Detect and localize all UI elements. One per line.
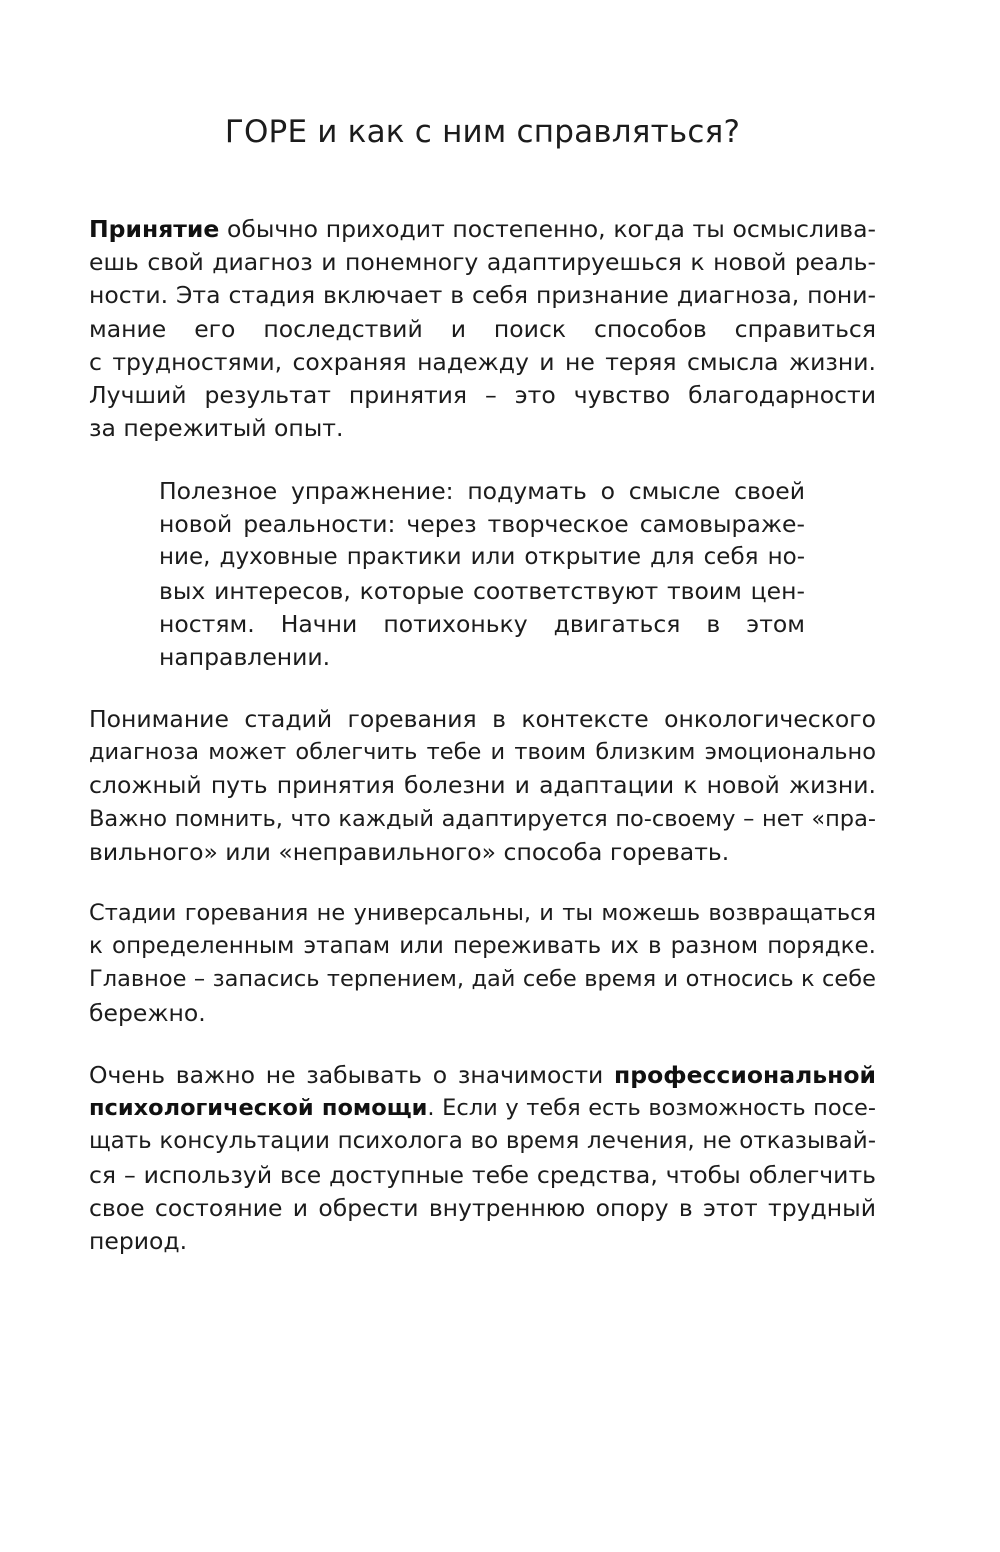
- exercise-line: направлении.: [159, 643, 331, 672]
- paragraph-line: период.: [89, 1227, 188, 1256]
- paragraph-line: с трудностями, сохраняя надежду и не теряя смысла жизни.: [89, 347, 876, 376]
- paragraph-line: свое состояние и обрести внутреннюю опору в этот трудный: [89, 1193, 876, 1222]
- bold-term-psychological-help: психологической помощи: [89, 1095, 428, 1122]
- bold-term-professional: профессиональной: [614, 1061, 876, 1089]
- exercise-line: новой реальности: через творческое самовыраже-: [159, 510, 805, 539]
- exercise-block: [159, 475, 805, 674]
- paragraph-line: Главное – запасись терпением, дай себе время и относись к себе: [89, 966, 876, 993]
- paragraph-line: вильного» или «неправильного» способа горевать.: [89, 837, 730, 866]
- paragraph-line: мание его последствий и поиск способов справиться: [89, 314, 876, 343]
- text-run: Очень важно не забывать о значимости: [89, 1061, 615, 1089]
- bold-term-acceptance: Принятие: [89, 215, 220, 243]
- paragraph-line: щать консультации психолога во время лечения, не отказывай-: [89, 1128, 876, 1155]
- paragraph-line: ся – используй все доступные тебе средства, чтобы облегчить: [89, 1160, 876, 1189]
- paragraph-line: [89, 1059, 876, 1092]
- exercise-line: ние, духовные практики или открытие для себя но-: [159, 544, 805, 571]
- paragraph-line: Лучший результат принятия – это чувство благодарности: [89, 381, 876, 410]
- paragraph-line: Важно помнить, что каждый адаптируется по-своему – нет «пра-: [89, 805, 876, 832]
- acceptance-paragraph: [89, 213, 876, 445]
- exercise-line: Полезное упражнение: подумать о смысле своей: [159, 477, 805, 505]
- exercise-line: ностям. Начни потихоньку двигаться в этом: [159, 609, 805, 638]
- help-paragraph: [89, 1059, 876, 1258]
- paragraph-line: [89, 213, 876, 246]
- paragraph-line: бережно.: [89, 998, 206, 1027]
- paragraph-line: диагноза может облегчить тебе и твоим близким эмоционально: [89, 739, 876, 766]
- page-title: ГОРЕ и как с ним справляться?: [224, 114, 741, 150]
- text-run: обычно приходит постепенно, когда ты осмыслива-: [219, 215, 876, 243]
- paragraph-line: ешь свой диагноз и понемногу адаптируешься к новой реаль-: [89, 248, 876, 277]
- paragraph-line: ности. Эта стадия включает в себя признание диагноза, пони-: [89, 281, 876, 310]
- paragraph-line: сложный путь принятия болезни и адаптации к новой жизни.: [89, 771, 876, 800]
- exercise-line: вых интересов, которые соответствуют твоим цен-: [159, 576, 805, 605]
- stages-paragraph: [89, 897, 876, 1030]
- understanding-paragraph: [89, 703, 876, 869]
- text-run: . Если у тебя есть возможность посе-: [427, 1095, 876, 1122]
- paragraph-line: Стадии горевания не универсальны, и ты можешь возвращаться: [89, 900, 876, 926]
- paragraph-line: к определенным этапам или переживать их в разном порядке.: [89, 933, 876, 960]
- paragraph-line: Понимание стадий горевания в контексте онкологического: [89, 705, 876, 733]
- paragraph-line: за пережитый опыт.: [89, 414, 344, 443]
- paragraph-line: [89, 1092, 876, 1125]
